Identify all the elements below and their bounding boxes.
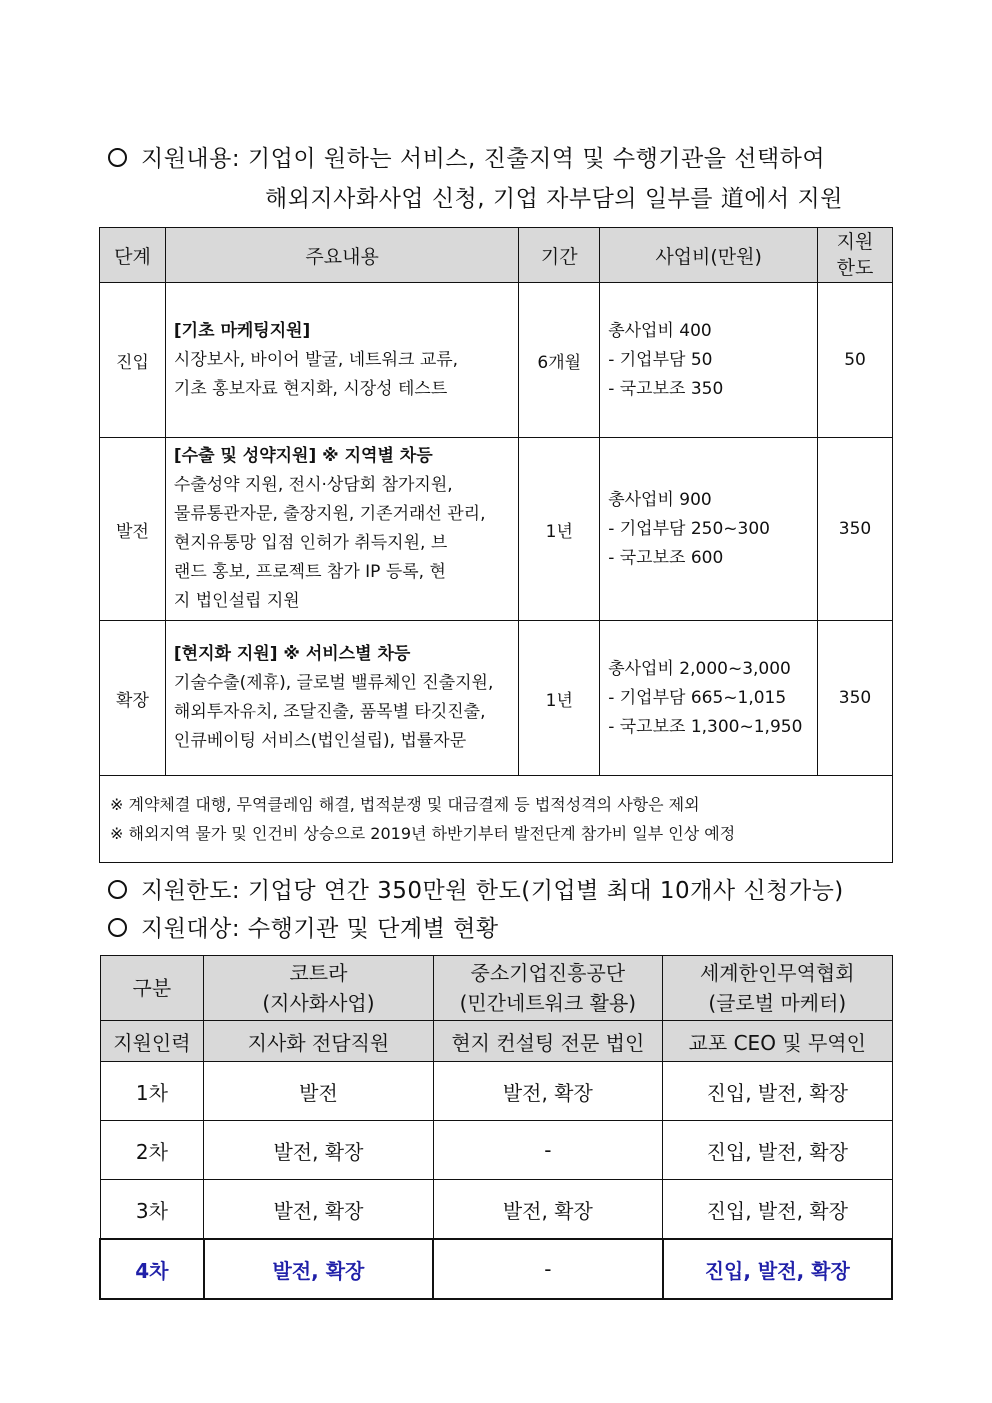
table-row bbox=[100, 1062, 892, 1121]
cost-line: - 기업부담 665~1,015 bbox=[608, 687, 787, 708]
agency-header-row bbox=[100, 956, 892, 1021]
agency-header: 세계한인무역협회 (글로벌 마케터) bbox=[663, 956, 892, 1021]
round-cell: 4차 bbox=[100, 1239, 204, 1299]
round-value: 진입, 발전, 확장 bbox=[663, 1121, 892, 1180]
round-value: 발전, 확장 bbox=[204, 1121, 433, 1180]
note-line: ※ 해외지역 물가 및 인건비 상승으로 2019년 하반기부터 발전단계 참가비 일부 인상 예정 bbox=[110, 824, 736, 843]
limit-cell: 50 bbox=[818, 283, 893, 438]
header-content: 주요내용 bbox=[165, 228, 518, 283]
circle-bullet-icon bbox=[108, 918, 127, 937]
staff-cell: 지사화 전담직원 bbox=[204, 1021, 433, 1062]
content-cell bbox=[165, 283, 518, 438]
period-cell: 6개월 bbox=[519, 283, 600, 438]
stage-table-header bbox=[100, 228, 893, 283]
notes-cell bbox=[100, 776, 893, 863]
round-value: 발전, 확장 bbox=[204, 1180, 433, 1240]
agency-header: 중소기업진흥공단 (민간네트워크 활용) bbox=[433, 956, 662, 1021]
round-value: 발전, 확장 bbox=[433, 1062, 662, 1121]
content-line: 물류통관자문, 출장지원, 기존거래선 관리, bbox=[173, 504, 486, 524]
cost-cell bbox=[600, 621, 818, 776]
content-line: 지 법인설립 지원 bbox=[173, 591, 300, 611]
content-cell bbox=[165, 621, 518, 776]
period-cell: 1년 bbox=[519, 438, 600, 621]
round-cell: 3차 bbox=[100, 1180, 204, 1240]
staff-label: 지원인력 bbox=[100, 1021, 204, 1062]
cost-cell bbox=[600, 438, 818, 621]
staff-cell: 교포 CEO 및 무역인 bbox=[663, 1021, 892, 1062]
round-cell: 1차 bbox=[100, 1062, 204, 1121]
staff-row bbox=[100, 1021, 892, 1062]
content-line: 시장보사, 바이어 발굴, 네트워크 교류, bbox=[173, 349, 459, 370]
table-row-highlight bbox=[100, 1239, 892, 1299]
target-line: 지원대상: 수행기관 및 단계별 현황 bbox=[108, 910, 499, 943]
content-cell bbox=[165, 438, 518, 621]
stage-table bbox=[99, 227, 893, 863]
round-value: 진입, 발전, 확장 bbox=[663, 1180, 892, 1240]
round-cell: 2차 bbox=[100, 1121, 204, 1180]
limit-line: 지원한도: 기업당 연간 350만원 한도(기업별 최대 10개사 신청가능) bbox=[108, 872, 844, 905]
round-value: - bbox=[433, 1239, 662, 1299]
round-value: 진입, 발전, 확장 bbox=[663, 1062, 892, 1121]
header-period: 기간 bbox=[519, 228, 600, 283]
header-stage: 단계 bbox=[100, 228, 166, 283]
note-line: ※ 계약체결 대행, 무역클레임 해결, 법적분쟁 및 대금결제 등 법적성격의 사항은 제외 bbox=[110, 795, 700, 814]
agency-table bbox=[99, 955, 893, 1300]
round-value: 발전, 확장 bbox=[204, 1239, 433, 1299]
content-line: 수출성약 지원, 전시·상담회 참가지원, bbox=[173, 475, 453, 495]
header-limit: 지원 한도 bbox=[818, 228, 893, 283]
cost-line: 총사업비 400 bbox=[608, 320, 712, 341]
table-row bbox=[100, 283, 893, 438]
circle-bullet-icon bbox=[108, 148, 127, 167]
circle-bullet-icon bbox=[108, 880, 127, 899]
stage-cell: 발전 bbox=[100, 438, 166, 621]
cost-line: - 국고보조 350 bbox=[608, 378, 724, 399]
staff-cell: 현지 컨설팅 전문 법인 bbox=[433, 1021, 662, 1062]
notes-row bbox=[100, 776, 893, 863]
header-cost: 사업비(만원) bbox=[600, 228, 818, 283]
content-line: 인큐베이팅 서비스(법인설립), 법률자문 bbox=[173, 731, 467, 751]
limit-cell: 350 bbox=[818, 621, 893, 776]
cost-line: - 국고보조 1,300~1,950 bbox=[608, 716, 803, 737]
content-title: [현지화 지원] ※ 서비스별 차등 bbox=[173, 644, 411, 664]
content-line: 기술수출(제휴), 글로벌 밸류체인 진출지원, bbox=[173, 673, 494, 693]
cost-line: - 기업부담 50 bbox=[608, 349, 713, 370]
cost-line: 총사업비 2,000~3,000 bbox=[608, 658, 791, 679]
cost-line: - 기업부담 250~300 bbox=[608, 518, 770, 539]
content-title: [기초 마케팅지원] bbox=[173, 320, 311, 341]
agency-header: 코트라 (지사화사업) bbox=[204, 956, 433, 1021]
limit-cell: 350 bbox=[818, 438, 893, 621]
table-row bbox=[100, 438, 893, 621]
content-line: 기초 홍보자료 현지화, 시장성 테스트 bbox=[173, 378, 448, 399]
table-row bbox=[100, 621, 893, 776]
table-row bbox=[100, 1180, 892, 1240]
cost-cell bbox=[600, 283, 818, 438]
round-value: 발전 bbox=[204, 1062, 433, 1121]
content-line: 해외투자유치, 조달진출, 품목별 타깃진출, bbox=[173, 702, 486, 722]
content-title: [수출 및 성약지원] ※ 지역별 차등 bbox=[173, 446, 433, 466]
corner-cell: 구분 bbox=[100, 956, 204, 1021]
period-cell: 1년 bbox=[519, 621, 600, 776]
stage-cell: 진입 bbox=[100, 283, 166, 438]
content-line: 랜드 홍보, 프로젝트 참가 IP 등록, 현 bbox=[173, 562, 446, 582]
cost-line: 총사업비 900 bbox=[608, 489, 712, 510]
table-row bbox=[100, 1121, 892, 1180]
stage-cell: 확장 bbox=[100, 621, 166, 776]
intro-line-1: 지원내용: 기업이 원하는 서비스, 진출지역 및 수행기관을 선택하여 bbox=[108, 140, 825, 173]
round-value: - bbox=[433, 1121, 662, 1180]
cost-line: - 국고보조 600 bbox=[608, 547, 724, 568]
round-value: 진입, 발전, 확장 bbox=[663, 1239, 892, 1299]
round-value: 발전, 확장 bbox=[433, 1180, 662, 1240]
content-line: 현지유통망 입점 인허가 취득지원, 브 bbox=[173, 533, 448, 553]
intro-line-2: 해외지사화사업 신청, 기업 자부담의 일부를 道에서 지원 bbox=[265, 186, 843, 212]
